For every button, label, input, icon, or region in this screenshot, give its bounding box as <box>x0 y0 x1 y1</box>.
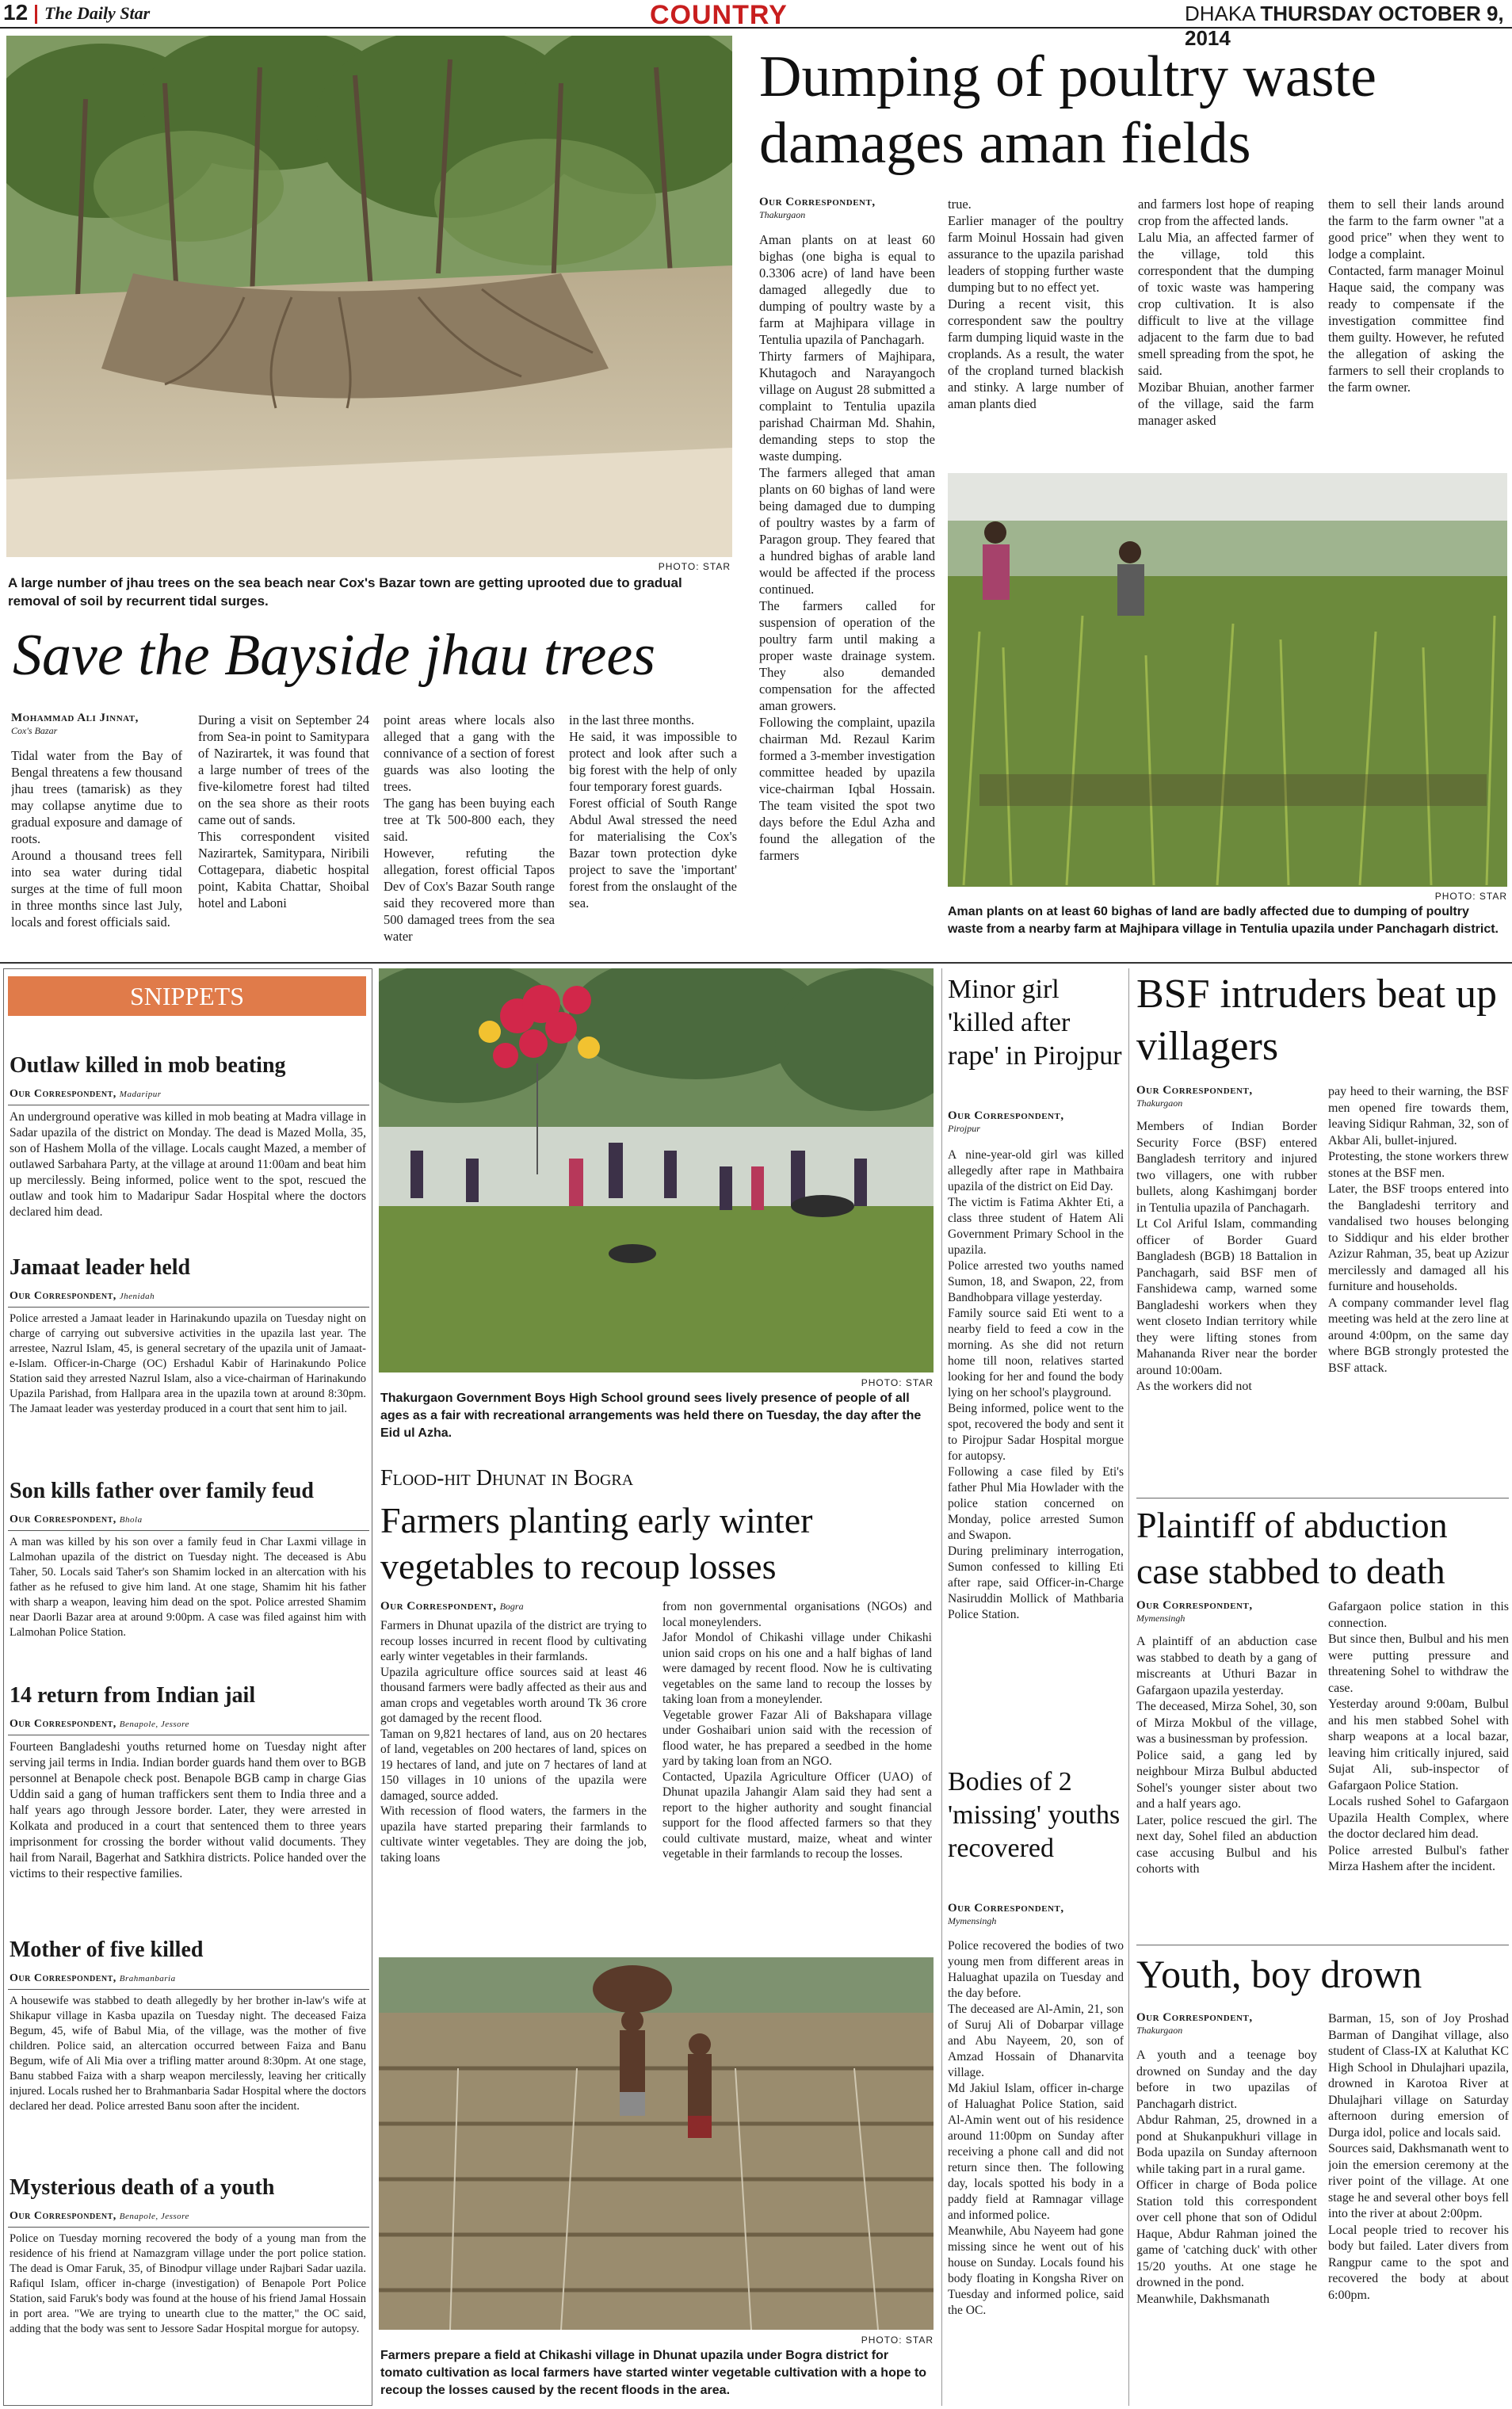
bodies-place: Mymensingh <box>948 1915 997 1926</box>
snippet-5-body: A housewife was stabbed to death allegedly by her brother in-law's wife at Shikapur village in Kasba upazila on Tuesday night. The deceased Faiza Begum, 45, wife of Babul Mia, of the village, was the mother of five children. Police said, an altercation occurred between Faiza and Banu Begum, wife of Ali Mia over a trifling matter around 8:30pm. At one stage, Banu stabbed Faiza with a sharp weapon mercilessly, leaving her critically injured. Locals rushed her to Brahmanbaria Sadar Hospital where the doctors declared her dead. Police arrested Banu soon after the incident. <box>10 1995 366 2113</box>
plaintiff-place: Mymensingh <box>1136 1613 1186 1624</box>
snippet-5-headline: Mother of five killed <box>10 1938 204 1962</box>
plaintiff-col-1: A plaintiff of an abduction case was stabbed to death by a gang of miscreants at Uthuri Bazar in Gafargaon upazila yesterday. The deceased, Mirza Sohel, 30, son of Mirza Mokbul of the village, was a businessman by profession. Police said, a gang led by neighbour Mirza Bulbul abducted Sohel's younger sister about two and a half years ago. Later, police rescued the girl. The next day, Sohel filed an abduction case accusing Bulbul and his cohorts with <box>1136 1635 1317 1876</box>
youth-place: Thakurgaon <box>1136 2025 1183 2036</box>
aman-photo-caption: Aman plants on at least 60 bighas of land are badly affected due to dumping of poultry waste from a nearby farm at Majhipara village in Tentulia upazila under Panchagarh district. <box>948 905 1499 936</box>
snippet-3-rule <box>8 1530 369 1531</box>
farmers-byline: Our Correspondent, <box>380 1600 497 1613</box>
minor-byline-block <box>948 1109 1124 1134</box>
snippet-4-headline: 14 return from Indian jail <box>10 1683 256 1708</box>
snippet-6-rule <box>8 2227 369 2228</box>
tomato-field-photo <box>379 1957 934 2330</box>
masthead-logo: The Daily Star <box>44 3 151 23</box>
minor-byline: Our Correspondent, <box>948 1109 1064 1122</box>
snippet-1-body: An underground operative was killed in mob beating at Madra village in Sadar upazila of the district on Monday. The dead is Mazed Molla, 35, son of Hashem Molla of the village. Locals caught Mazed, a member of outlawed Sarbahara Party, at the village at around 11:00am and beat him up mercilessly. Being informed, police went to the spot, rescued the outlaw and took him to Madaripur Sadar Hospital where the doctors declared him dead. <box>10 1110 366 1219</box>
bodies-byline-block <box>948 1902 1124 1926</box>
poultry-headline: Dumping of poultry waste damages aman fields <box>759 44 1376 176</box>
minor-headline: Minor girl 'killed after rape' in Pirojpur <box>948 975 1122 1071</box>
ground-photo-caption: Thakurgaon Government Boys High School ground sees lively presence of people of all ages as a fair with recreational arrangements was held there on Tuesday, the day after the Eid ul Azha. <box>380 1392 922 1440</box>
farmers-byline-block <box>380 1599 650 1613</box>
plaintiff-headline: Plaintiff of abduction case stabbed to death <box>1136 1505 1448 1591</box>
farmers-kicker: Flood-hit Dhunat in Bogra <box>380 1466 634 1491</box>
ground-photo-credit: PHOTO: STAR <box>861 1377 934 1388</box>
snippet-5-rule <box>8 1989 369 1990</box>
column-divider <box>941 968 942 2406</box>
farmers-col-1: Farmers in Dhunat upazila of the district are trying to recoup losses incurred in recent flood by cultivating early winter vegetables in their farmlands. Upazila agriculture office sources said at least 46 thousand farmers were badly affected as their aus and aman crops and vegetables worth around Tk 36 crore got damaged by the recent flood. Taman on 9,821 hectares of land, aus on 20 hectares of land, vegetables on 200 hectares of land, spices on 19 hectares of land, and jute on 7 hectares of land at 150 villages in 10 unions of the upazila were damaged, source added. With recession of flood waters, the farmers in the upazila have started preparing their farmlands to cultivate winter vegetables. They are doing the job, taking loans <box>380 1619 647 1865</box>
snippets-banner: SNIPPETS <box>8 976 366 1016</box>
bodies-headline: Bodies of 2 'missing' youths recovered <box>948 1767 1121 1863</box>
jhau-col-4: in the last three months. He said, it was impossible to protect and look after such a big forest with the help of only four temporary forest guards. Forest official of South Range Abdul Awal stressed the need for materialising the Cox's Bazar town protection dyke project to save the 'important' forest from the onslaught of the sea. <box>569 712 737 911</box>
poultry-byline: Our Correspondent, <box>759 196 876 208</box>
bsf-col-2: pay heed to their warning, the BSF men opened fire towards them, leaving Sidiqur Rahman, 32, son of Akbar Ali, bullet-injured. Protesting, the stone workers threw stones at the BSF men. Later, the BSF troops entered into the Bangladeshi territory and vandalised two houses belonging to Siddiqur and his elder brother Azizur Rahman, 35, beat up Azizur mercilessly and damaged all his furniture and households. A company commander level flag meeting was held at the zero line at around 4:00pm, on the same day where BGB strongly protested the BSF attack. <box>1328 1085 1509 1375</box>
snippet-6-headline: Mysterious death of a youth <box>10 2175 275 2200</box>
snippet-6-body: Police on Tuesday morning recovered the body of a young man from the residence of his friend at Namazgram village under the port police station. The dead is Omar Faruk, 35, of Binodpur village under Rajbari Sadar uazila. Rafiqul Islam, officer in-charge (investigation) of Benapole Port Police Station, said Faruk's body was found at the house of his friend Jamal Hossain in port area. "We are trying to unearth clue to the matter," the OC said, adding that the body was sent to Jessore Sadar Hospital morgue for autopsy. <box>10 2232 366 2335</box>
minor-body: A nine-year-old girl was killed allegedly after rape in Mathbaira upazila of the district on Eid Day. The victim is Fatima Akhter Eti, a class three student of Hatem Ali Government Primary School in the upazila. Police arrested two youths named Sumon, 18, and Swapon, 22, from Bandhobpara village yesterday. Family source said Eti went to a nearby field to feed a cow in the morning. As she did not return home till noon, relatives started looking for her and found the body lying on her school's playground. Being informed, police went to the spot, recovered the body and sent it to Pirojpur Sadar Hospital morgue for autopsy. Following a case filed by Eti's father Phul Mia Howlader with the police station concerned on Monday, police arrested Sumon and Swapon. During preliminary interrogation, Sumon confessed to killing Eti after rape, said Officer-in-Charge Nasiruddin Mollick of Mathbaria Police Station. <box>948 1148 1124 1621</box>
bodies-body: Police recovered the bodies of two young men from different areas in Haluaghat upazila on Tuesday and the day before. The deceased are Al-Amin, 21, son of Suruj Ali of Dobarpar village and Abu Nayeem, 20, son of Amzad Hossain of Dhanarvita village. Md Jakiul Islam, officer in-charge of Haluaghat Police Station, said Al-Amin went out of his residence around 11:00pm on Sunday after receiving a phone call and did not return since then. The following day, locals spotted his body in a paddy field at Ramnagar village and informed police. Meanwhile, Abu Nayeem had gone missing since he went out of his house on Sunday. Locals found his body floating in Kongsha River on Tuesday and informed police, said the OC. <box>948 1939 1124 2317</box>
plaintiff-byline-block <box>1136 1599 1317 1624</box>
snippet-6-byline: Our Correspondent, Benapole, Jessore <box>10 2210 189 2222</box>
poultry-col-4: them to sell their lands around the farm to the farm owner "at a good price" when they went to lodge a complaint. Contacted, farm manager Moinul Haque said, the company was ready to compensate if the investigation committee find them guilty. However, he refuted the allegation of asking the farmers to sell their croplands to the farm owner. <box>1328 197 1504 395</box>
farmers-place: Bogra <box>499 1601 524 1612</box>
snippet-5-byline: Our Correspondent, Brahmanbaria <box>10 1972 176 1984</box>
column-divider <box>1128 968 1129 2406</box>
aman-field-photo <box>948 473 1507 887</box>
school-ground-photo <box>379 968 934 1372</box>
snippet-2-body: Police arrested a Jamaat leader in Harinakundo upazila on Tuesday night on charge of carrying out subversive activities in the upazila last year. The arrestee, Nazrul Islam, 45, is general secretary of the upazila unit of Jamaat-e-Islam. Officer-in-Charge (OC) Ershadul Kabir of Harinakundo Police Station said they arrested Nazrul Islam, also a vice-chairman of Harinakundo Upazila Parishad, from Hallpara area in the upazila town at around 8:30pm. The Jamaat leader was yesterday produced in a court that sent him to jail. <box>10 1312 366 1415</box>
bsf-place: Thakurgaon <box>1136 1098 1183 1109</box>
poultry-col-2: true. Earlier manager of the poultry farm Moinul Hossain had given assurance to the upazila parishad leaders of stopping further waste dumping but to no effect yet. During a recent visit, this correspondent saw the poultry farm dumping liquid waste in the croplands. As a result, the water of the cropland turned blackish and stinky. A large number of aman plants died <box>948 197 1124 411</box>
jhau-col-1: Tidal water from the Bay of Bengal threatens a few thousand jhau trees (tamarisk) as they may collapse anytime due to gradual exposure and damage of roots. Around a thousand trees fell into sea water during tidal surges at the time of full moon in three months since last July, locals and forest officials said. <box>11 748 182 930</box>
poultry-place: Thakurgaon <box>759 209 806 220</box>
snippet-1-headline: Outlaw killed in mob beating <box>10 1053 286 1078</box>
dateline: DHAKA THURSDAY OCTOBER 9, 2014 <box>1185 2 1504 50</box>
aman-photo-credit: PHOTO: STAR <box>1434 891 1507 902</box>
snippet-2-byline: Our Correspondent, Jhenidah <box>10 1290 155 1302</box>
plaintiff-col-2: Gafargaon police station in this connection. But since then, Bulbul and his men were putting pressure and threatening Sohel to withdraw the case. Yesterday around 9:00am, Bulbul and his men stabbed Sohel with sharp weapons at a local bazar, leaving him critically injured, said Sujat Ali, sub-inspector of Gafargaon Police Station. Locals rushed Sohel to Gafargaon Upazila Health Complex, where the doctor declared him dead. Police arrested Bulbul's father Mirza Hashem after the incident. <box>1328 1600 1509 1873</box>
poultry-col-1: Aman plants on at least 60 bighas (one bigha is equal to 0.3306 acre) of land have been damaged allegedly due to dumping of poultry waste by a farm at Majhipara village in Tentulia upazila of Panchagarh. Thirty farmers of Majhipara, Khutagoch and Narayangoch village on August 28 submitted a complaint to Tentulia upazila parishad Chairman Md. Shahin, demanding steps to stop the waste dumping. The farmers alleged that aman plants on 60 bighas of land were being damaged due to dumping of poultry wastes by a farm of Paragon group. They feared that a hundred bighas of arable land would be affected if the process continued. The farmers called for suspension of operation of the poultry farm until making a proper waste drainage system. They also demanded compensation for the affected aman growers. Following the complaint, upazila chairman Md. Rezaul Karim formed a 3-member investigation committee headed by upazila vice-chairman Iqbal Hossain. The team visited the spot two days before the Edul Azha and found the allegation of the farmers <box>759 232 935 863</box>
poultry-byline-block <box>759 196 934 220</box>
youth-col-1: A youth and a teenage boy drowned on Sunday and the day before in two upazilas of Panchagarh district. Abdur Rahman, 25, drowned in a pond at Shukanpukhuri village in Boda upazila on Sunday afternoon while taking part in a rural game. Officer in charge of Boda police Station told this correspondent over cell phone that son of Odidul Haque, Abdur Rahman joined the game of 'catching duck' with other 15/20 youths. At one stage he drowned in the pond. Meanwhile, Dakhsmanath <box>1136 2048 1317 2306</box>
jhau-byline-block <box>11 712 181 736</box>
bodies-byline: Our Correspondent, <box>948 1902 1064 1915</box>
jhau-photo-caption: A large number of jhau trees on the sea beach near Cox's Bazar town are getting uprooted due to gradual removal of soil by recurrent tidal surges. <box>8 575 682 609</box>
tomato-photo-caption: Farmers prepare a field at Chikashi village in Dhunat upazila under Bogra district for tomato cultivation as local farmers have started winter vegetable cultivation with a hope to recoup the losses caused by the recent floods in the area. <box>380 2349 927 2397</box>
jhau-trees-photo <box>6 36 732 557</box>
snippet-3-byline: Our Correspondent, Bhola <box>10 1514 143 1525</box>
bsf-byline: Our Correspondent, <box>1136 1084 1253 1097</box>
section-divider <box>0 962 1512 964</box>
tomato-photo-credit: PHOTO: STAR <box>861 2335 934 2346</box>
youth-byline: Our Correspondent, <box>1136 2011 1253 2024</box>
minor-place: Pirojpur <box>948 1123 980 1134</box>
bsf-col-1: Members of Indian Border Security Force (BSF) entered Bangladesh territory and injured two villagers, one with rubber bullets, along Kashimganj border in Tentulia upazila of Panchagarh. Lt Col Ariful Islam, commanding officer of Border Guard Bangladesh (BGB) 18 Battalion in Panchagarh, said BSF men of Fanshidewa camp, warned some Bangladeshi workers when they went closeto Indian territory while they were lifting stones from Mahananda River near the border around 10:00am. As the workers did not <box>1136 1120 1317 1393</box>
youth-headline: Youth, boy drown <box>1136 1952 1422 1996</box>
farmers-headline: Farmers planting early winter vegetables to recoup losses <box>380 1500 813 1586</box>
jhau-photo-credit: PHOTO: STAR <box>658 561 731 572</box>
section-title: COUNTRY <box>650 0 788 30</box>
youth-byline-block <box>1136 2011 1317 2036</box>
snippet-4-byline: Our Correspondent, Benapole, Jessore <box>10 1718 189 1730</box>
jhau-col-2: During a visit on September 24 from Sea-in point to Samitypara of Nazirartek, it was found that a large number of trees of the five-kilometre forest had tilted on the sea shore as their roots came out of sands. This correspondent visited Nazirartek, Samitypara, Niribili Cottagepara, diabetic hospital point, Kabita Chattar, Shoibal hotel and Laboni <box>198 712 369 911</box>
youth-col-2: Barman, 15, son of Joy Proshad Barman of Dangihat village, also student of Class-IX at Kaluthat KC High School in Dhulajhari upazila, drowned in Karotoa River at Dhulajhari village on Saturday afternoon during emersion of Durga idol, police and locals said. Sources said, Dakhsmanath went to join the emersion ceremony at the river point of the village. At one stage he and several other boys fell into the river at about 2:00pm. Local people tried to recover his body but failed. Later divers from Rangpur came to the spot and recovered the body at about 6:00pm. <box>1328 2012 1509 2302</box>
snippet-2-headline: Jamaat leader held <box>10 1255 191 1280</box>
farmers-col-2: from non governmental organisations (NGOs) and local moneylenders. Jafor Mondol of Chikashi village under Chikashi union said crops on his one and a half bighas of land were damaged by recent flood. Now he is cultivating vegetables on the same land to recoup the losses by taking loan from a moneylender. Vegetable grower Fazar Ali of Bakshapara village under Goshaibari union said with the recession of flood water, he has prepared a seedbed in the home yard by taking loan from an NGO. Contacted, Upazila Agriculture Officer (UAO) of Dhunat upazila Jahangir Alam said they had sent a report to the higher authority and sought financial support for the flood affected farmers so that they could cultivate mustard, maize, wheat and winter vegetable in their farmlands to recoup the losses. <box>662 1600 932 1861</box>
snippet-3-headline: Son kills father over family feud <box>10 1479 314 1503</box>
snippet-4-body: Fourteen Bangladeshi youths returned home on Tuesday night after serving jail terms in India. Indian border guards hand them over to BGB personnel at Benapole check post. Benapole BGB camp in charge Gias Uddin said a gang of human traffickers sent them to India three and a half years ago through Jessore border. Later, they were arrested in Kolkata and produced in a court that sentenced them to three years imprisonment for crossing the border without valid documents. They hail from Narail, Bagerhat and Satkhira districts. Police handed over the victims to their respective families. <box>10 1740 366 1880</box>
page-number: 12 <box>3 0 29 25</box>
snippet-1-byline: Our Correspondent, Madaripur <box>10 1088 162 1100</box>
jhau-col-3: point areas where locals also alleged that a gang with the connivance of a section of forest guards was also looting the trees. The gang has been buying each tree at Tk 500-800 each, they said. However, refuting the allegation, forest official Tapos Dev of Cox's Bazar South range said they recovered more than 500 damaged trees from the sea water <box>384 712 555 944</box>
snippet-2-rule <box>8 1307 369 1308</box>
jhau-headline: Save the Bayside jhau trees <box>13 623 656 688</box>
poultry-col-3: and farmers lost hope of reaping crop from the affected lands. Lalu Mia, an affected farmer of the village, told this correspondent that the dumping of toxic waste was hampering crop cultivation. It is also difficult to live at the village adjacent to the farm due to bad smell spreading from the spot, he said. Mozibar Bhuian, another farmer of the village, said the farm manager asked <box>1138 197 1314 428</box>
plaintiff-byline: Our Correspondent, <box>1136 1599 1253 1612</box>
jhau-byline: Mohammad Ali Jinnat, <box>11 712 139 724</box>
bsf-byline-block <box>1136 1084 1317 1109</box>
bsf-headline: BSF intruders beat up villagers <box>1136 972 1497 1069</box>
snippet-3-body: A man was killed by his son over a family feud in Char Laxmi village in Lalmohan upazila of the district on Tuesday night. The deceased is Abu Taher, 50. Locals said Taher's son Shamim locked in an altercation with his father as he refused to give him land. At one stage, Shamim hit his father with sharp a weapon, leaving him dead on the spot. Police arrested Shamim near Daorli Bazar area at around 9:00pm. A case was filed against him with Lalmohan Police Station. <box>10 1536 366 1639</box>
header-divider <box>35 5 37 24</box>
jhau-place: Cox's Bazar <box>11 725 58 736</box>
